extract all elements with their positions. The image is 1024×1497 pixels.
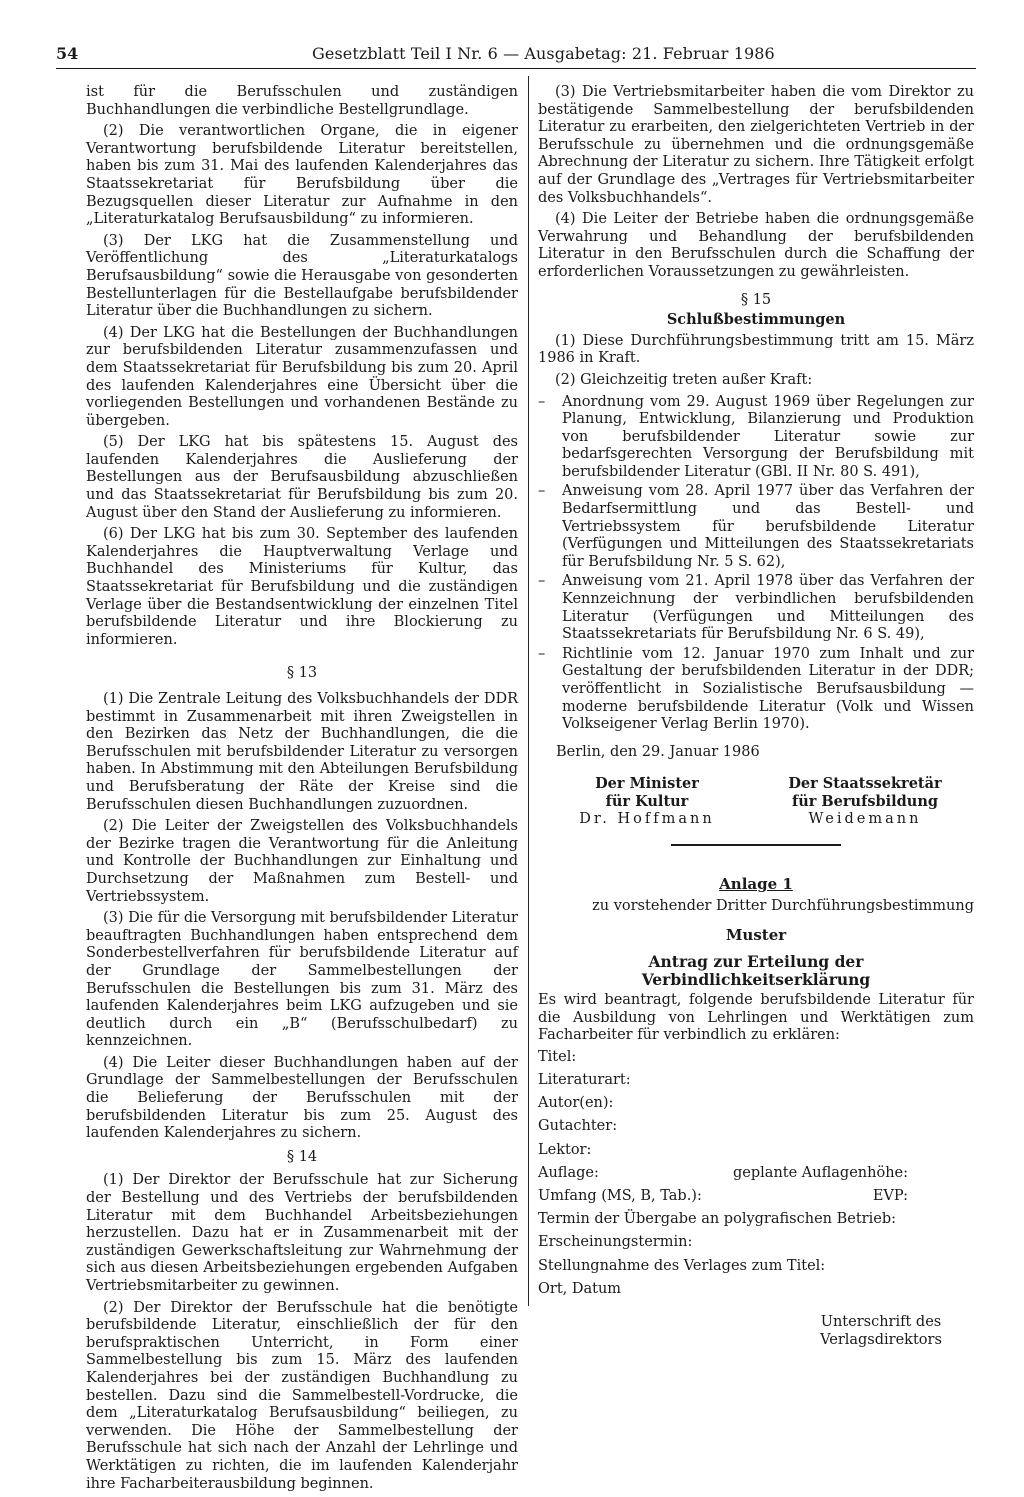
right-column <box>538 84 974 1350</box>
annex-subtitle: zu vorstehender Dritter Durchführungsbestimmung <box>592 897 974 914</box>
signature-title: für Kultur <box>605 792 689 810</box>
gazette-title: Gesetzblatt Teil I Nr. 6 — Ausgabetag: 21. Februar 1986 <box>312 44 775 63</box>
form-title: Antrag zur Erteilung der Verbindlichkeitserklärung <box>641 951 871 989</box>
list-item: – Anordnung vom 29. August 1969 über Regelungen zur Planung, Entwicklung, Bilanzierung und Produktion von berufsbildender Literatur sowie zur bedarfsgerechten Versorgung der Berufsbildung mit berufsbildender Literatur (GBl. II Nr. 80 S. 491), <box>538 394 974 482</box>
list-item: – Anweisung vom 28. April 1977 über das Verfahren der Bedarfsermittlung und das Bestell- und Vertriebssystem für berufsbildende Literatur (Verfügungen und Mitteilungen des Staatssekretariats für Berufsbildung Nr. 5 S. 62), <box>538 483 974 571</box>
paragraph: (2) Die Leiter der Zweigstellen des Volksbuchhandels der Bezirke tragen die Verantwortung für die Anleitung und Kontrolle der Buchhandlungen zur Einhaltung und Durchsetzung der Maßnahmen zum Bestell- und Vertriebssystem. <box>86 818 518 905</box>
signature-title: Der Minister <box>595 775 699 793</box>
paragraph: (4) Die Leiter der Betriebe haben die ordnungsgemäße Verwahrung und Behandlung der berufsbildenden Literatur in den Berufsschulen durch die Schaffung der erforderlichen Voraussetzungen zu gewährleisten. <box>538 211 974 280</box>
section-title-14: § 14 <box>286 1148 318 1165</box>
paragraph: (3) Der LKG hat die Zusammenstellung und Veröffentlichung des „Literaturkatalogs Berufsausbildung“ sowie die Herausgabe von gesonderten Bestellunterlagen für die Bestellaufgabe berufsbildender Literatur über die Buchhandlungen zu sichern. <box>86 232 518 320</box>
paragraph: (1) Diese Durchführungsbestimmung tritt am 15. März 1986 in Kraft. <box>538 332 974 367</box>
section-heading: Schlußbestimmungen <box>666 311 846 329</box>
paragraph: (5) Der LKG hat bis spätestens 15. August des laufenden Kalenderjahres die Auslieferung der Bestellungen aus der Berufsausbildung abzuschließen und das Staatssekretariat für Berufsbildung bis zum 20. August über den Stand der Auslieferung zu informieren. <box>86 434 518 521</box>
field-auflagenhoehe: geplante Auflagenhöhe: <box>733 1164 908 1181</box>
list-item: – Richtlinie vom 12. Januar 1970 zum Inhalt und zur Gestaltung der berufsbildenden Literatur in der DDR; veröffentlicht in Sozialistische Berufsausbildung — moderne berufsbildende Literatur (Volk und Wissen Volkseigener Verlag Berlin 1970). <box>538 646 974 734</box>
paragraph: (2) Gleichzeitig treten außer Kraft: <box>555 371 813 388</box>
signature-title: für Berufsbildung <box>791 792 939 810</box>
section-title-13: § 13 <box>286 665 318 682</box>
field-row-umfang <box>538 1188 974 1206</box>
field-lektor: Lektor: <box>538 1141 592 1158</box>
field-literaturart: Literaturart: <box>538 1072 631 1089</box>
signatures <box>538 775 974 828</box>
form-label: Muster <box>725 926 787 945</box>
field-gutachter: Gutachter: <box>538 1118 618 1135</box>
list-item: – Anweisung vom 21. April 1978 über das Verfahren der Kennzeichnung der verbindlichen berufsbildenden Literatur (Verfügungen und Mitteilungen des Staatssekretariats für Berufsbildung Nr. 6 S. 49), <box>538 573 974 643</box>
divider-line <box>671 844 841 846</box>
field-auflage: Auflage: <box>538 1164 599 1181</box>
left-column <box>86 84 518 1497</box>
field-titel: Titel: <box>538 1048 577 1065</box>
paragraph: (1) Die Zentrale Leitung des Volksbuchhandels der DDR bestimmt in Zusammenarbeit mit ihren Zweigstellen in den Bezirken das Netz der Buchhandlungen, die die Berufsschulen mit berufsbildender Literatur zu versorgen haben. In Abstimmung mit den Abteilungen Berufsbildung und Berufsberatung der Räte der Kreise sind die Berufsschulen diesen Buchhandlungen zuzuordnen. <box>86 691 518 813</box>
paragraph: (2) Der Direktor der Berufsschule hat die benötigte berufsbildende Literatur, einschließlich der für den berufspraktischen Unterricht, in Form einer Sammelbestellung bis zum 15. März des laufenden Kalenderjahres bei der zuständigen Buchhandlung zu bestellen. Dazu sind die Sammelbestell-Vordrucke, die dem „Literaturkatalog Berufsausbildung“ beiliegen, zu verwenden. Die Höhe der Sammelbestellung der Berufsschule hat sich nach der Anzahl der Lehrlinge und Werktätigen zu richten, die im laufenden Kalenderjahr ihre Facharbeiterausbildung beginnen. <box>86 1299 518 1492</box>
signature-minister <box>547 775 748 828</box>
annex-title: Anlage 1 <box>719 875 793 894</box>
place-date: Berlin, den 29. Januar 1986 <box>556 743 760 760</box>
paragraph: (6) Der LKG hat bis zum 30. September des laufenden Kalenderjahres die Hauptverwaltung Verlage und Buchhandel des Ministeriums für Kultur, das Staatssekretariat für Berufsbildung und die zuständigen Verlage über die Bestandsentwicklung der einzelnen Titel berufsbildende Literatur und ihre Blockierung zu informieren. <box>86 526 518 648</box>
field-stellungnahme: Stellungnahme des Verlages zum Titel: <box>538 1257 826 1274</box>
field-erscheinung: Erscheinungstermin: <box>538 1234 693 1251</box>
paragraph: (2) Die verantwortlichen Organe, die in eigener Verantwortung berufsbildende Literatur bereitstellen, haben bis zum 31. Mai des laufenden Kalenderjahres das Staatssekretariat für Berufsbildung über die Bezugsquellen dieser Literatur zur Aufnahme in den „Literaturkatalog Berufsausbildung“ zu informieren. <box>86 123 518 228</box>
paragraph: (3) Die für die Versorgung mit berufsbildender Literatur beauftragten Buchhandlungen haben entsprechend dem Sonderbestellverfahren für berufsbildende Literatur auf der Grundlage der Sammelbestellungen der Berufsschulen die Bestellungen bis zum 31. März des laufenden Kalenderjahres beim LKG aufzugeben und sie deutlich durch ein „B“ (Berufsschulbedarf) zu kennzeichnen. <box>86 910 518 1050</box>
section-title-15: § 15 <box>740 291 772 308</box>
page-header <box>56 44 976 69</box>
signature-label: Verlagsdirektors <box>820 1331 942 1348</box>
paragraph: (4) Die Leiter dieser Buchhandlungen haben auf der Grundlage der Sammelbestellungen der Berufsschulen die Belieferung der Berufsschulen mit der berufsbildenden Literatur bis zum 25. August des laufenden Kalenderjahres zu sichern. <box>86 1054 518 1142</box>
field-row-auflage <box>538 1165 974 1183</box>
paragraph: (3) Die Vertriebsmitarbeiter haben die vom Direktor zu bestätigende Sammelbestellung der berufsbildenden Literatur zu erarbeiten, den zielgerichteten Vertrieb in der Berufsschule zu übernehmen und die ordnungsgemäße Abrechnung der Literatur zu sichern. Ihre Tätigkeit erfolgt auf der Grundlage des „Vertrages für Vertriebsmitarbeiter des Volksbuchhandels“. <box>538 84 974 206</box>
field-evp: EVP: <box>872 1188 908 1205</box>
field-umfang: Umfang (MS, B, Tab.): <box>538 1188 702 1205</box>
page-number: 54 <box>56 44 79 63</box>
signature-secretary <box>765 775 966 828</box>
field-ort-datum: Ort, Datum <box>538 1280 622 1297</box>
column-divider <box>528 76 529 1306</box>
paragraph: (1) Der Direktor der Berufsschule hat zur Sicherung der Bestellung und des Vertriebs der berufsbildenden Literatur mit dem Buchhandel Arbeitsbeziehungen herzustellen. Dazu hat er in Zusammenarbeit mit der zuständigen Gewerkschaftsleitung zur Wahrnehmung der sich aus diesen Arbeitsbeziehungen ergebenden Aufgaben Vertriebsmitarbeiter zu gewinnen. <box>86 1172 518 1294</box>
field-termin: Termin der Übergabe an polygrafischen Betrieb: <box>538 1211 896 1228</box>
signature-name: Dr. Hoffmann <box>579 810 715 827</box>
paragraph: (4) Der LKG hat die Bestellungen der Buchhandlungen zur berufsbildenden Literatur zusammenzufassen und dem Staatssekretariat für Berufsbildung bis zum 20. April des laufenden Kalenderjahres eine Übersicht über die vorliegenden Bestellungen und vorhandenen Bestände zu übergeben. <box>86 324 518 429</box>
paragraph: ist für die Berufsschulen und zuständigen Buchhandlungen die verbindliche Bestellgrundlage. <box>86 84 518 118</box>
signature-name: Weidemann <box>808 810 922 827</box>
field-autor: Autor(en): <box>538 1095 614 1112</box>
form-intro: Es wird beantragt, folgende berufsbildende Literatur für die Ausbildung von Lehrlingen und Werktätigen zum Facharbeiter für verbindlich zu erklären: <box>538 992 974 1044</box>
repealed-list <box>538 394 974 734</box>
signature-field <box>808 1314 954 1349</box>
signature-title: Der Staatssekretär <box>788 775 942 793</box>
signature-label: Unterschrift des <box>820 1314 942 1331</box>
